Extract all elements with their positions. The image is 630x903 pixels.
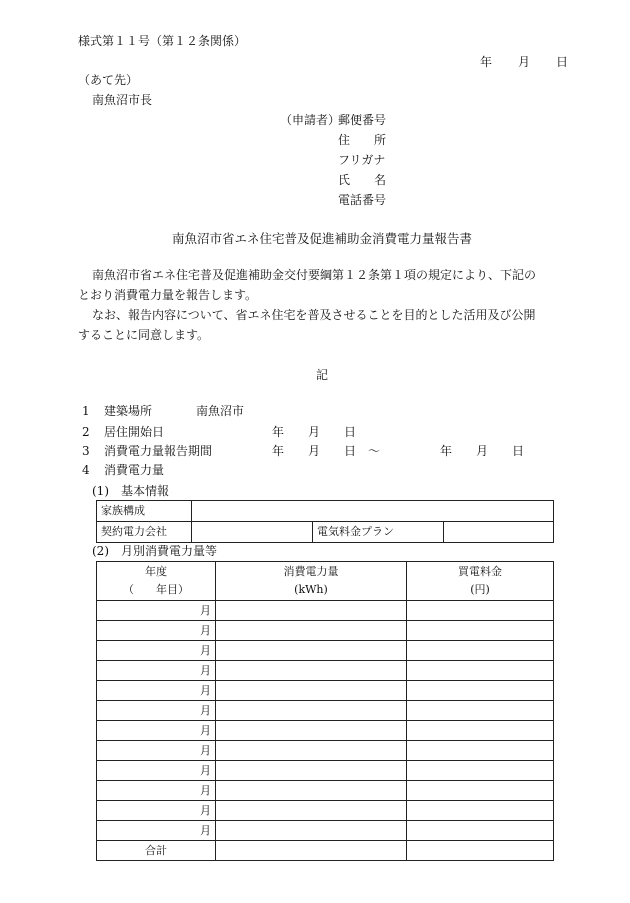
month-cell[interactable]: 月 — [97, 721, 216, 741]
power-company-value[interactable] — [192, 522, 313, 543]
body-para1-line1: 南魚沼市省エネ住宅普及促進補助金交付要綱第１２条第１項の規定により、下記の — [92, 268, 537, 282]
purchase-cell[interactable] — [407, 601, 554, 621]
date-day: 日 — [556, 55, 569, 69]
date-year: 年 — [480, 55, 493, 69]
item1-value: 南魚沼市 — [196, 404, 245, 418]
purchase-cell[interactable] — [407, 621, 554, 641]
consumption-cell[interactable] — [216, 661, 407, 681]
col-year-label: 年度 — [145, 565, 167, 578]
purchase-cell[interactable] — [407, 641, 554, 661]
consumption-cell[interactable] — [216, 761, 407, 781]
item2-value: 年 月 日 — [272, 425, 357, 439]
table-row — [97, 661, 554, 681]
month-cell[interactable]: 月 — [97, 661, 216, 681]
table-row — [97, 701, 554, 721]
body-para2-line1: なお、報告内容について、省エネ住宅を普及させることを目的とした活用及び公開 — [92, 308, 536, 322]
item2-num: 2 — [82, 425, 90, 439]
month-cell[interactable]: 月 — [97, 741, 216, 761]
table-row — [97, 761, 554, 781]
item3-value: 年 月 日 ～ — [272, 444, 381, 458]
table-header-row — [97, 562, 554, 601]
consumption-cell[interactable] — [216, 801, 407, 821]
month-cell[interactable]: 月 — [97, 801, 216, 821]
table-row — [97, 601, 554, 621]
consumption-cell[interactable] — [216, 641, 407, 661]
table-row — [97, 641, 554, 661]
purchase-cell[interactable] — [407, 801, 554, 821]
consumption-cell[interactable] — [216, 681, 407, 701]
col-consumption-unit: (kWh) — [294, 583, 328, 596]
item4-label: 消費電力量 — [104, 463, 165, 477]
purchase-cell[interactable] — [407, 661, 554, 681]
month-cell[interactable]: 月 — [97, 601, 216, 621]
month-cell[interactable]: 月 — [97, 701, 216, 721]
purchase-cell[interactable] — [407, 761, 554, 781]
item4-num: 4 — [82, 463, 90, 477]
consumption-cell[interactable] — [216, 741, 407, 761]
consumption-cell[interactable] — [216, 781, 407, 801]
section1-title: (1) 基本情報 — [92, 484, 169, 498]
table-row — [97, 801, 554, 821]
col-year-header — [97, 562, 216, 601]
table-row — [97, 781, 554, 801]
applicant-label: （申請者） — [280, 113, 341, 127]
form-number: 様式第１１号（第１２条関係） — [78, 34, 247, 48]
rate-plan-label: 電気料金プラン — [313, 522, 444, 543]
consumption-cell[interactable] — [216, 601, 407, 621]
addressee-name: 南魚沼市長 — [92, 93, 153, 107]
table-row — [97, 501, 554, 522]
applicant-furigana: フリガナ — [338, 153, 386, 167]
month-cell[interactable]: 月 — [97, 681, 216, 701]
item1-label: 建築場所 — [104, 404, 153, 418]
purchase-cell[interactable] — [407, 781, 554, 801]
col-consumption-header — [216, 562, 407, 601]
family-value[interactable] — [192, 501, 554, 522]
date-month: 月 — [518, 55, 531, 69]
purchase-cell[interactable] — [407, 741, 554, 761]
col-purchase-header — [407, 562, 554, 601]
section2-title: (2) 月別消費電力量等 — [92, 544, 217, 558]
month-cell[interactable]: 月 — [97, 761, 216, 781]
purchase-cell[interactable] — [407, 681, 554, 701]
ki-marker: 記 — [316, 368, 329, 382]
month-cell[interactable]: 月 — [97, 821, 216, 841]
purchase-cell[interactable] — [407, 701, 554, 721]
table-row — [97, 821, 554, 841]
monthly-table — [96, 561, 554, 861]
applicant-phone: 電話番号 — [338, 193, 387, 207]
month-cell[interactable]: 月 — [97, 621, 216, 641]
total-purchase-cell[interactable] — [407, 841, 554, 861]
table-row — [97, 681, 554, 701]
consumption-cell[interactable] — [216, 621, 407, 641]
basic-info-table — [96, 500, 554, 543]
applicant-name: 氏 名 — [338, 173, 387, 187]
table-row — [97, 522, 554, 543]
table-row — [97, 741, 554, 761]
rate-plan-value[interactable] — [444, 522, 554, 543]
total-row — [97, 841, 554, 861]
total-consumption-cell[interactable] — [216, 841, 407, 861]
purchase-cell[interactable] — [407, 721, 554, 741]
table-row — [97, 721, 554, 741]
body-para2-line2: することに同意します。 — [78, 328, 210, 342]
item3-value2: 年 月 日 — [440, 444, 525, 458]
family-label: 家族構成 — [97, 501, 192, 522]
addressee-label: （あて先） — [78, 73, 139, 87]
item1-num: 1 — [82, 404, 90, 418]
item3-label: 消費電力量報告期間 — [104, 444, 213, 458]
col-purchase-unit: (円) — [470, 583, 490, 596]
consumption-cell[interactable] — [216, 721, 407, 741]
item3-num: 3 — [82, 444, 90, 458]
consumption-cell[interactable] — [216, 821, 407, 841]
col-year-sub: （ 年目） — [123, 583, 189, 596]
body-para1-line2: とおり消費電力量を報告します。 — [78, 288, 258, 302]
month-cell[interactable]: 月 — [97, 641, 216, 661]
purchase-cell[interactable] — [407, 821, 554, 841]
item2-label: 居住開始日 — [104, 425, 165, 439]
col-purchase-label: 買電料金 — [458, 565, 502, 578]
total-label: 合計 — [97, 841, 216, 861]
table-row — [97, 621, 554, 641]
applicant-postal: 郵便番号 — [338, 113, 387, 127]
col-consumption-label: 消費電力量 — [283, 565, 339, 578]
document-title: 南魚沼市省エネ住宅普及促進補助金消費電力量報告書 — [172, 231, 473, 246]
consumption-cell[interactable] — [216, 701, 407, 721]
month-cell[interactable]: 月 — [97, 781, 216, 801]
power-company-label: 契約電力会社 — [97, 522, 192, 543]
applicant-address: 住 所 — [338, 133, 387, 147]
